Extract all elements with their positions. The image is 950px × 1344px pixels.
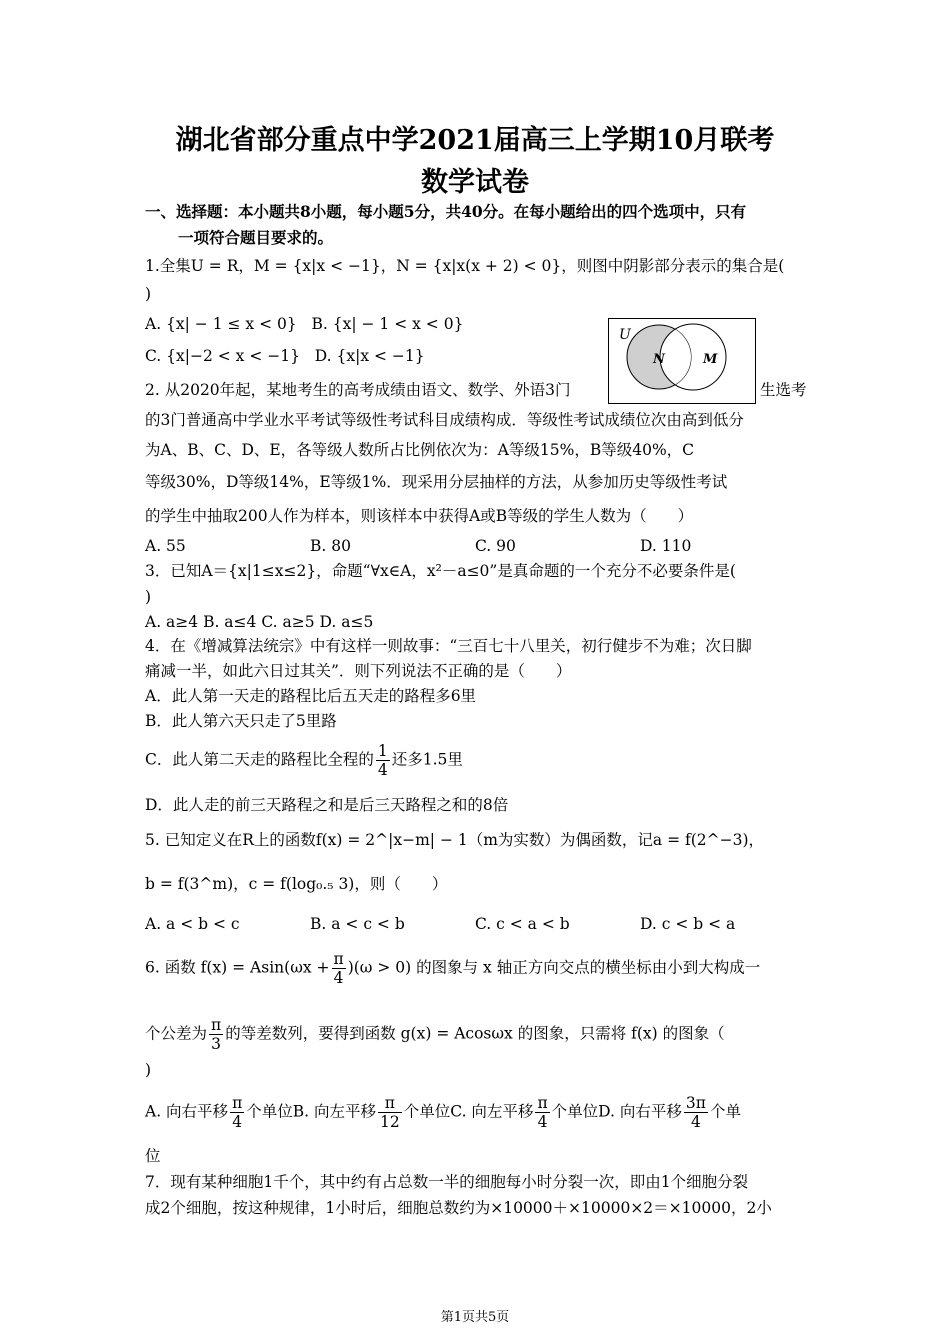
venn-label-m: M xyxy=(703,352,718,367)
q2-line4: 等级30%，D等级14%，E等级1%．现采用分层抽样的方法，从参加历史等级性考试 xyxy=(145,473,728,491)
q6-option-d-tail: 个单 xyxy=(709,1102,741,1121)
fraction-numerator: 3π xyxy=(685,1094,706,1112)
venn-diagram-svg xyxy=(609,319,755,403)
section-heading: 一、选择题：本小题共8小题，每小题5分，共40分。在每小题给出的四个选项中，只有 xyxy=(145,202,747,221)
fraction-denominator: 4 xyxy=(377,761,388,779)
q5-line2: b = f(3^m)，c = f(log₀.₅ 3)，则（ ） xyxy=(145,875,448,893)
fraction xyxy=(230,1094,244,1131)
fraction xyxy=(332,950,346,987)
q5-option-a: A. a < b < c xyxy=(145,915,240,933)
page-footer: 第1页共5页 xyxy=(440,1310,510,1325)
q2-line3: 为A、B、C、D、E，各等级人数所占比例依次为：A等级15%，B等级40%，C xyxy=(145,441,695,459)
q4-option-c-text: C．此人第二天走的路程比全程的 xyxy=(145,750,374,769)
q2-line5: 的学生中抽取200人作为样本，则该样本中获得A或B等级的学生人数为（ ） xyxy=(145,507,694,525)
fraction-denominator: 4 xyxy=(333,969,344,987)
q4-line2: 痛减一半，如此六日过其关”．则下列说法不正确的是（ ） xyxy=(145,662,572,680)
q2-line1-tail: 生选考 xyxy=(760,381,807,399)
q4-option-b: B．此人第六天只走了5里路 xyxy=(145,712,337,730)
fraction-denominator: 3 xyxy=(211,1035,222,1053)
fraction-denominator: 4 xyxy=(232,1113,243,1131)
fraction xyxy=(378,1094,402,1131)
q3-line1: 3．已知A＝{x|1≤x≤2}，命题“∀x∈A，x²－a≤0”是真命题的一个充分不必要条件是( xyxy=(145,562,736,580)
q6-line2-tail: 的等差数列，要得到函数 g(x) = Acosωx 的图象，只需将 f(x) 的图象（ xyxy=(225,1024,725,1043)
q1-options-row2 xyxy=(145,346,425,366)
venn-label-n: N xyxy=(653,352,665,367)
fraction xyxy=(376,742,390,779)
q6-line2-text: 个公差为 xyxy=(145,1024,208,1043)
q2-line2: 的3门普通高中学业水平考试等级性考试科目成绩构成．等级性考试成绩位次由高到低分 xyxy=(145,411,744,429)
fraction-denominator: 12 xyxy=(380,1113,400,1131)
fraction-denominator: 4 xyxy=(690,1113,701,1131)
q4-option-c-tail: 还多1.5里 xyxy=(391,750,463,769)
exam-title: 湖北省部分重点中学2021届高三上学期10月联考 xyxy=(175,125,775,156)
q4-option-d: D．此人走的前三天路程之和是后三天路程之和的8倍 xyxy=(145,796,509,814)
q5-line1: 5. 已知定义在R上的函数f(x) = 2^|x−m| − 1（m为实数）为偶函数，记a = f(2^−3)， xyxy=(145,831,765,849)
fraction xyxy=(209,1016,223,1053)
fraction-numerator: π xyxy=(378,1094,402,1113)
q2-option-c: C. 90 xyxy=(475,537,516,555)
q5-option-d: D. c < b < a xyxy=(640,915,736,933)
q4-line1: 4．在《增减算法统宗》中有这样一则故事：“三百七十八里关，初行健步不为难；次日脚 xyxy=(145,637,752,655)
q1-option-d: D. {x|x < −1} xyxy=(314,347,425,365)
q7-line1: 7．现有某种细胞1千个，其中约有占总数一半的细胞每小时分裂一次，即由1个细胞分裂 xyxy=(145,1173,749,1191)
q2-line1: 2. 从2020年起，某地考生的高考成绩由语文、数学、外语3门 xyxy=(145,381,571,399)
q7-line2: 成2个细胞，按这种规律，1小时后，细胞总数约为×10000＋×10000×2＝×10000，2小 xyxy=(145,1199,772,1217)
q6-options-cont: 位 xyxy=(145,1147,161,1165)
section-heading-cont: 一项符合题目要求的。 xyxy=(178,228,334,247)
q1-stem: 1.全集U = R，M = {x|x < −1}，N = {x|x(x + 2) < 0}，则图中阴影部分表示的集合是( xyxy=(145,257,785,275)
q2-option-b: B. 80 xyxy=(310,537,351,555)
q1-option-a: A. {x| − 1 ≤ x < 0} xyxy=(145,315,297,333)
fraction-numerator: π xyxy=(333,950,344,968)
q6-line2 xyxy=(145,1016,725,1053)
q5-option-c: C. c < a < b xyxy=(475,915,570,933)
q6-option-c-tail: 个单位 xyxy=(551,1102,599,1121)
q3-options: A. a≥4 B. a≤4 C. a≥5 D. a≤5 xyxy=(145,613,374,631)
q6-option-a: A. 向右平移 xyxy=(145,1102,229,1121)
q4-option-a: A．此人第一天走的路程比后五天走的路程多6里 xyxy=(145,687,477,705)
fraction xyxy=(684,1094,708,1131)
fraction xyxy=(535,1094,549,1131)
exam-subtitle: 数学试卷 xyxy=(421,167,529,198)
q6-line1-text: 6. 函数 f(x) = Asin(ωx + xyxy=(145,958,330,977)
venn-label-u: U xyxy=(619,327,631,343)
q6-option-c: C. 向左平移 xyxy=(450,1102,534,1121)
fraction-numerator: π xyxy=(232,1094,243,1112)
q5-option-b: B. a < c < b xyxy=(310,915,405,933)
q5-options xyxy=(145,914,805,934)
q6-options xyxy=(145,1094,741,1131)
q6-option-d: D. 向右平移 xyxy=(598,1102,682,1121)
q6-option-b: B. 向左平移 xyxy=(292,1102,377,1121)
q6-line1-tail: )(ω > 0) 的图象与 x 轴正方向交点的横坐标由小到大构成一 xyxy=(347,958,761,977)
q6-line1 xyxy=(145,950,760,987)
q1-options-row1 xyxy=(145,314,463,334)
q6-line3: ) xyxy=(145,1061,152,1079)
q2-options xyxy=(145,536,805,556)
q4-option-c xyxy=(145,742,463,779)
q2-option-d: D. 110 xyxy=(640,537,692,555)
fraction-numerator: 1 xyxy=(377,742,388,760)
q6-option-b-tail: 个单位 xyxy=(403,1102,451,1121)
q1-option-c: C. {x|−2 < x < −1} xyxy=(145,347,300,365)
q1-option-b: B. {x| − 1 < x < 0} xyxy=(311,315,464,333)
q6-option-a-tail: 个单位 xyxy=(246,1102,293,1121)
fraction-denominator: 4 xyxy=(537,1113,548,1131)
fraction-numerator: π xyxy=(211,1016,222,1034)
fraction-numerator: π xyxy=(537,1094,548,1112)
q3-line2: ) xyxy=(145,588,152,606)
q1-stem-cont: ) xyxy=(145,285,152,303)
q2-option-a: A. 55 xyxy=(145,537,186,555)
venn-diagram xyxy=(608,318,756,404)
